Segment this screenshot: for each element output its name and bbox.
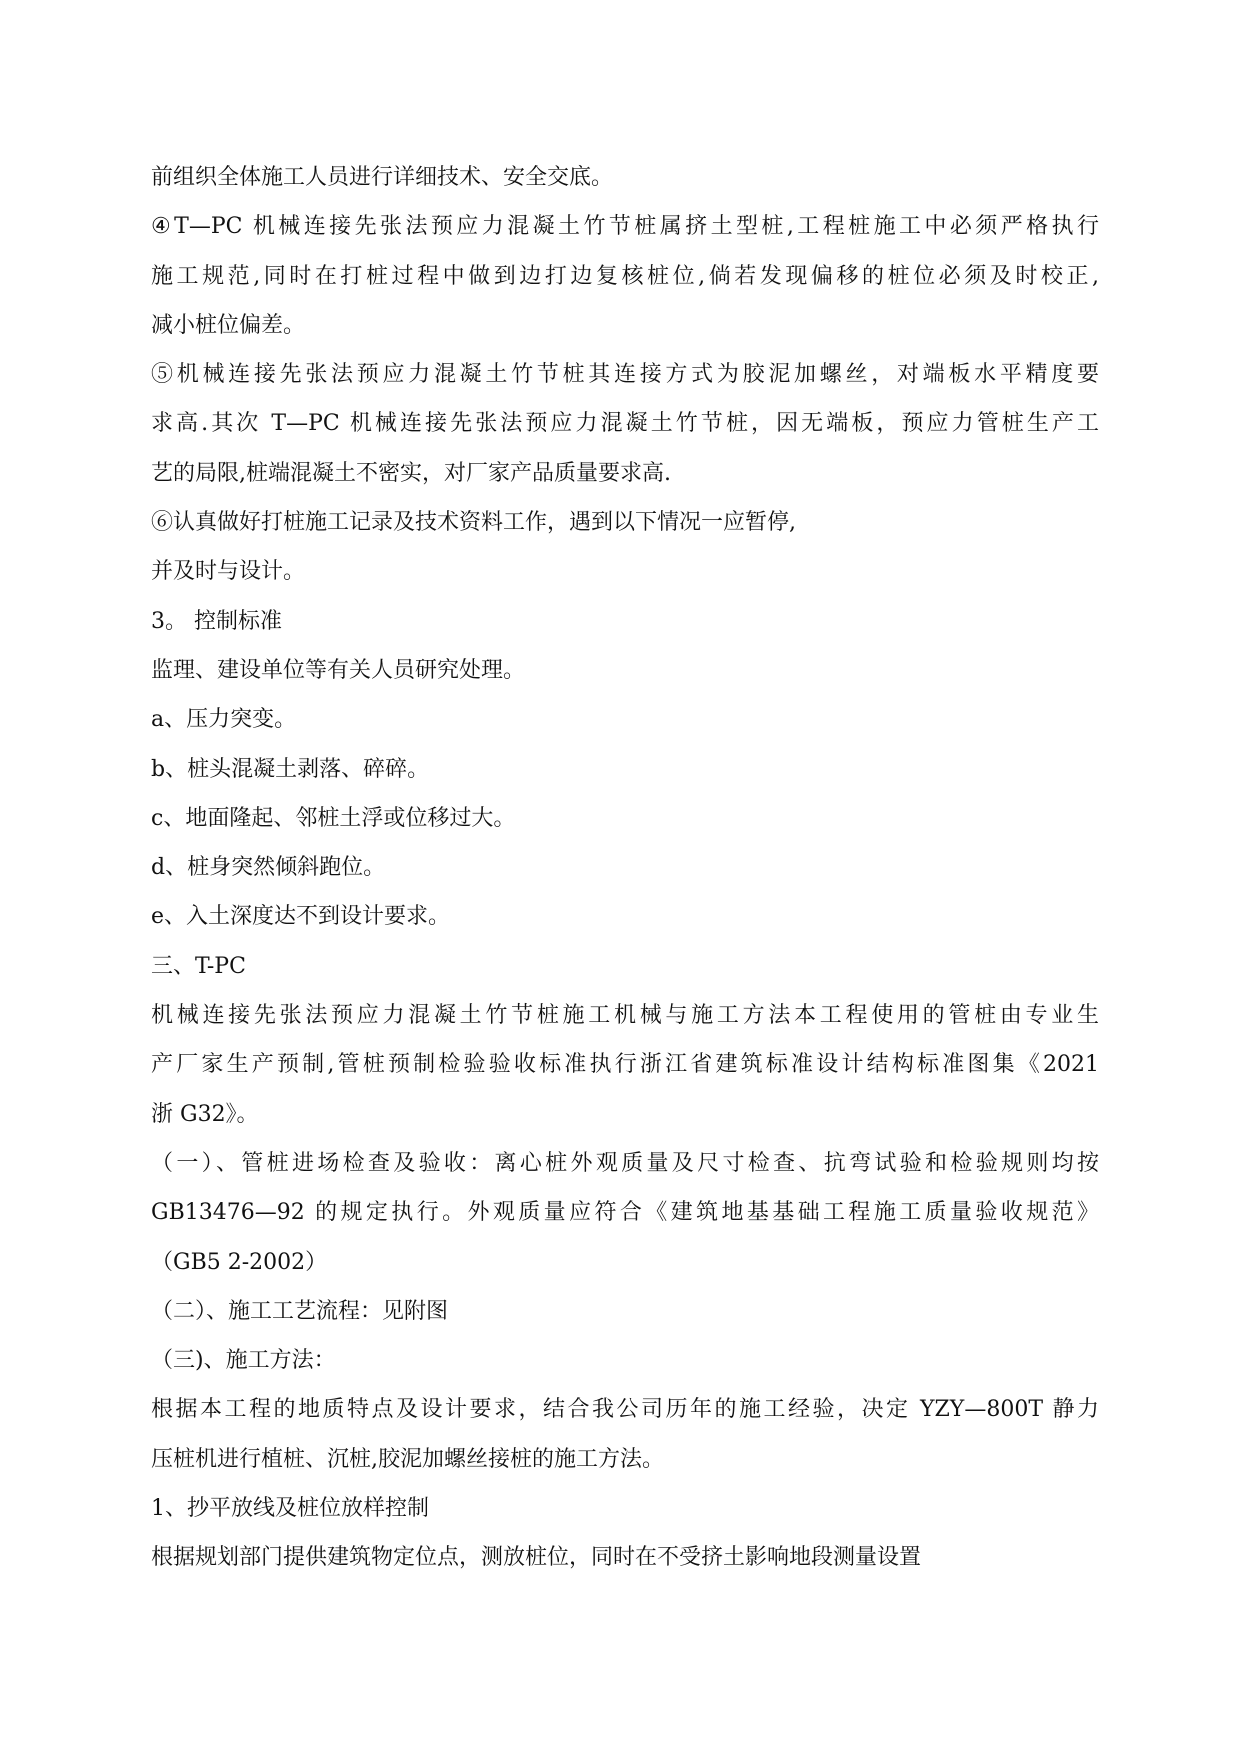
subsection-heading: （三)、施工方法： [151,1348,336,1374]
paragraph-line: 监理、建设单位等有关人员研究处理。 [151,657,526,683]
list-item: b、桩头混凝土剥落、碎碎。 [151,756,430,782]
list-item: c、地面隆起、邻桩土浮或位移过大。 [151,805,516,831]
paragraph-line: 根据本工程的地质特点及设计要求，结合我公司历年的施工经验，决定 YZY—800T 静力 [151,1397,1099,1423]
paragraph-line: ⑥认真做好打桩施工记录及技术资料工作，遇到以下情况一应暂停, [151,510,796,536]
paragraph-line: 求高.其次 T—PC 机械连接先张法预应力混凝土竹节桩，因无端板，预应力管桩生产工 [151,411,1099,437]
paragraph-line: 产厂家生产预制,管桩预制检验验收标准执行浙江省建筑标准设计结构标准图集《2021 [151,1052,1099,1078]
section-heading: 三、T-PC [151,953,246,979]
paragraph-line: 施工规范,同时在打桩过程中做到边打边复核桩位,倘若发现偏移的桩位必须及时校正, [151,263,1099,289]
paragraph-line: （GB5 2-2002） [151,1249,328,1275]
paragraph-line: 前组织全体施工人员进行详细技术、安全交底。 [151,165,614,190]
section-heading: 3。 控制标准 [151,608,282,634]
paragraph-line: 根据规划部门提供建筑物定位点，测放桩位，同时在不受挤土影响地段测量设置 [151,1545,922,1571]
subsection-heading: （二）、施工工艺流程：见附图 [151,1298,449,1324]
subsection-heading: 1、抄平放线及桩位放样控制 [151,1496,429,1522]
list-item: a、压力突变。 [151,707,297,733]
paragraph-line: 机械连接先张法预应力混凝土竹节桩施工机械与施工方法本工程使用的管桩由专业生 [151,1003,1099,1029]
list-item: d、桩身突然倾斜跑位。 [151,855,386,881]
paragraph-line: （一）、管桩进场检查及验收：离心桩外观质量及尺寸检查、抗弯试验和检验规则均按 [151,1150,1099,1176]
paragraph-line: ⑤机械连接先张法预应力混凝土竹节桩其连接方式为胶泥加螺丝，对端板水平精度要 [151,362,1099,388]
document-body [151,153,1099,1583]
paragraph-line: GB13476—92 的规定执行。外观质量应符合《建筑地基基础工程施工质量验收规范》 [151,1200,1099,1226]
paragraph-line: 压桩机进行植桩、沉桩,胶泥加螺丝接桩的施工方法。 [151,1446,664,1472]
paragraph-line: 艺的局限,桩端混凝土不密实，对厂家产品质量要求高. [151,460,671,486]
paragraph-line: 减小桩位偏差。 [151,312,306,338]
paragraph-line: ④T—PC 机械连接先张法预应力混凝土竹节桩属挤土型桩,工程桩施工中必须严格执行 [151,214,1099,240]
paragraph-line: 浙 G32》。 [151,1101,259,1127]
paragraph-line: 并及时与设计。 [151,559,306,585]
list-item: e、入土深度达不到设计要求。 [151,904,451,930]
